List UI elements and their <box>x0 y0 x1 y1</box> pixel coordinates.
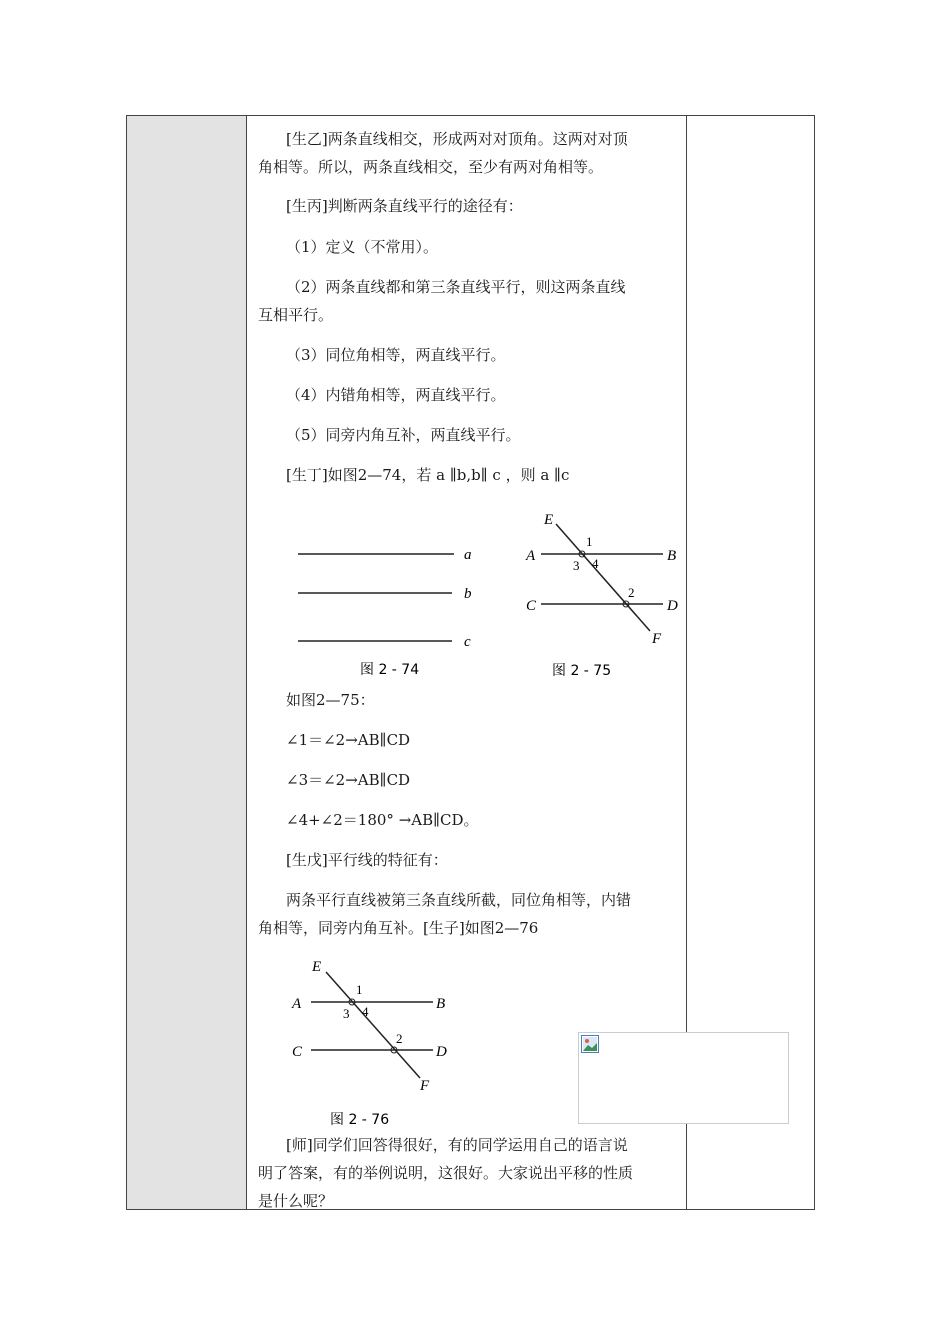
left-column <box>127 116 247 1209</box>
text-line: 角相等。所以，两条直线相交，至少有两对角相等。 <box>258 158 604 176</box>
lesson-table <box>126 115 815 1210</box>
line-label-b: b <box>464 586 472 602</box>
point-label-f: F <box>420 1078 430 1094</box>
text-line: 角相等，同旁内角互补。[生子]如图2—76 <box>258 919 539 937</box>
text-line: ∠3＝∠2→AB∥CD <box>286 771 411 789</box>
figure-caption: 图 2 - 76 <box>330 1112 390 1128</box>
angle-label-1: 1 <box>586 534 593 549</box>
text-line: ∠1＝∠2→AB∥CD <box>286 731 411 749</box>
text-line: 是什么呢？ <box>258 1192 334 1210</box>
point-label-b: B <box>436 996 446 1012</box>
figure-caption: 图 2 - 74 <box>360 662 420 678</box>
angle-label-1: 1 <box>356 982 363 997</box>
text-line: （4）内错角相等，两直线平行。 <box>286 386 506 404</box>
text-line: 明了答案，有的举例说明，这很好。大家说出平移的性质 <box>258 1164 634 1182</box>
point-label-b: B <box>667 548 677 564</box>
text-line: （5）同旁内角互补，两直线平行。 <box>286 426 521 444</box>
angle-label-4: 4 <box>362 1004 369 1019</box>
image-placeholder <box>578 1032 789 1124</box>
point-label-a: A <box>526 548 536 564</box>
text-line: 如图2—75： <box>286 691 375 709</box>
point-label-d: D <box>667 598 678 614</box>
text-line: （3）同位角相等，两直线平行。 <box>286 346 506 364</box>
broken-image-icon <box>581 1035 599 1053</box>
point-label-f: F <box>652 631 662 647</box>
figure-2-76 <box>286 954 456 1129</box>
text-line: [生丙]判断两条直线平行的途径有： <box>286 197 523 215</box>
text-line: 两条平行直线被第三条直线所截，同位角相等，内错 <box>286 891 632 909</box>
point-label-e: E <box>544 512 554 528</box>
angle-label-4: 4 <box>592 556 599 571</box>
text-line: ∠4+∠2＝180° →AB∥CD。 <box>286 811 479 829</box>
angle-label-3: 3 <box>343 1006 350 1021</box>
figure-caption: 图 2 - 75 <box>552 663 612 679</box>
text-line: [生丁]如图2—74，若 a ∥b,b∥ c ，则 a ∥c <box>286 466 570 484</box>
point-label-e: E <box>312 959 322 975</box>
angle-label-2: 2 <box>628 585 635 600</box>
figure-2-74 <box>294 536 484 681</box>
point-label-c: C <box>526 598 537 614</box>
text-line: （1）定义（不常用）。 <box>286 238 439 256</box>
text-line: 互相平行。 <box>258 306 334 324</box>
text-line: （2）两条直线都和第三条直线平行，则这两条直线 <box>286 278 626 296</box>
figure-2-75 <box>516 504 686 679</box>
angle-label-3: 3 <box>573 558 580 573</box>
line-label-c: c <box>464 634 471 650</box>
line-label-a: a <box>464 547 472 563</box>
point-label-d: D <box>436 1044 447 1060</box>
text-line: [生戊]平行线的特征有： <box>286 851 448 869</box>
text-line: [生乙]两条直线相交，形成两对对顶角。这两对对顶 <box>286 130 628 148</box>
angle-label-2: 2 <box>396 1031 403 1046</box>
point-label-c: C <box>292 1044 303 1060</box>
text-line: [师]同学们回答得很好，有的同学运用自己的语言说 <box>286 1136 628 1154</box>
point-label-a: A <box>292 996 302 1012</box>
